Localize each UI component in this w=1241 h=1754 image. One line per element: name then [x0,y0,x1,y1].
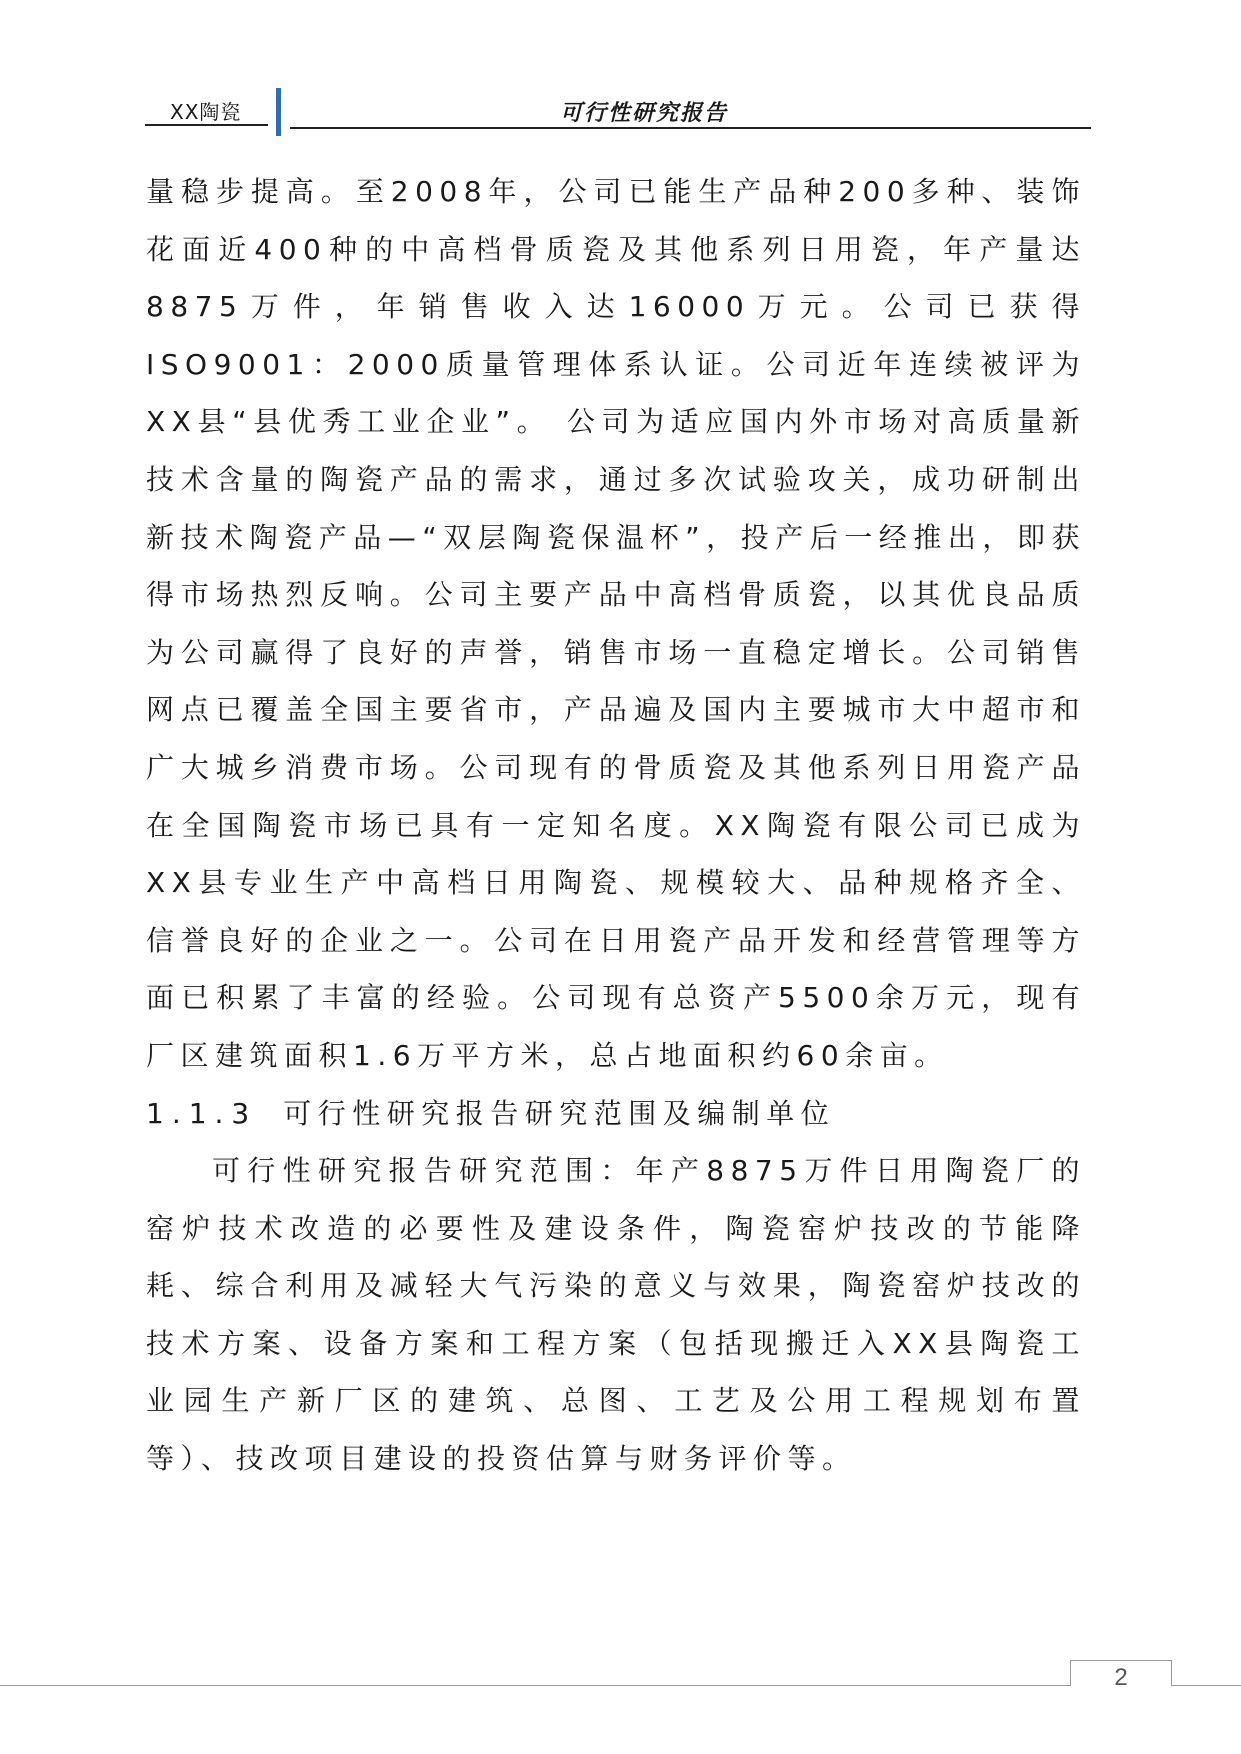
header-document-title: 可行性研究报告 [560,100,729,126]
section-heading [146,1085,1086,1143]
document-body [146,163,1086,1488]
footer-rule-right [1172,1685,1241,1686]
section-heading-text: 可行性研究报告研究范围及编制单位 [283,1096,836,1130]
page-number: 2 [1114,1664,1128,1691]
body-paragraph-company-profile: 量稳步提高。至2008年，公司已能生产品种200多种、装饰花面近400种的中高档骨质瓷及其他系列日用瓷，年产量达8875万件，年销售收入达16000万元。公司已获得ISO9001：2000质量管理体系认证。公司近年连续被评为XX县“县优秀工业企业”。 公司为适应国内外市场对高质量新技术含量的陶瓷产品的需求，通过多次试验攻关，成功研制出新技术陶瓷产品—“双层陶瓷保温杯”，投产后一经推出，即获得市场热烈反响。公司主要产品中高档骨质瓷，以其优良品质为公司赢得了良好的声誉，销售市场一直稳定增长。公司销售网点已覆盖全国主要省市，产品遍及国内主要城市大中超市和广大城乡消费市场。公司现有的骨质瓷及其他系列日用瓷产品在全国陶瓷市场已具有一定知名度。XX陶瓷有限公司已成为XX县专业生产中高档日用陶瓷、规模较大、品种规格齐全、信誉良好的企业之一。公司在日用瓷产品开发和经营管理等方面已积累了丰富的经验。公司现有总资产5500余万元，现有厂区建筑面积1.6万平方米，总占地面积约60余亩。 [146,175,1086,1072]
header-left-rule [145,124,268,126]
header-company-name: XX陶瓷 [170,100,242,124]
section-heading-number: 1.1.3 [146,1096,258,1130]
footer-rule-left [0,1685,1070,1686]
body-paragraph-research-scope: 可行性研究报告研究范围：年产8875万件日用陶瓷厂的窑炉技术改造的必要性及建设条件，陶瓷窑炉技改的节能降耗、综合利用及减轻大气污染的意义与效果，陶瓷窑炉技改的技术方案、设备方案和工程方案（包括现搬迁入XX县陶瓷工业园生产新厂区的建筑、总图、工艺及公用工程规划布置等）、技改项目建设的投资估算与财务评价等。 [146,1154,1086,1476]
header-right-rule [290,127,1091,129]
header-divider [276,88,281,136]
